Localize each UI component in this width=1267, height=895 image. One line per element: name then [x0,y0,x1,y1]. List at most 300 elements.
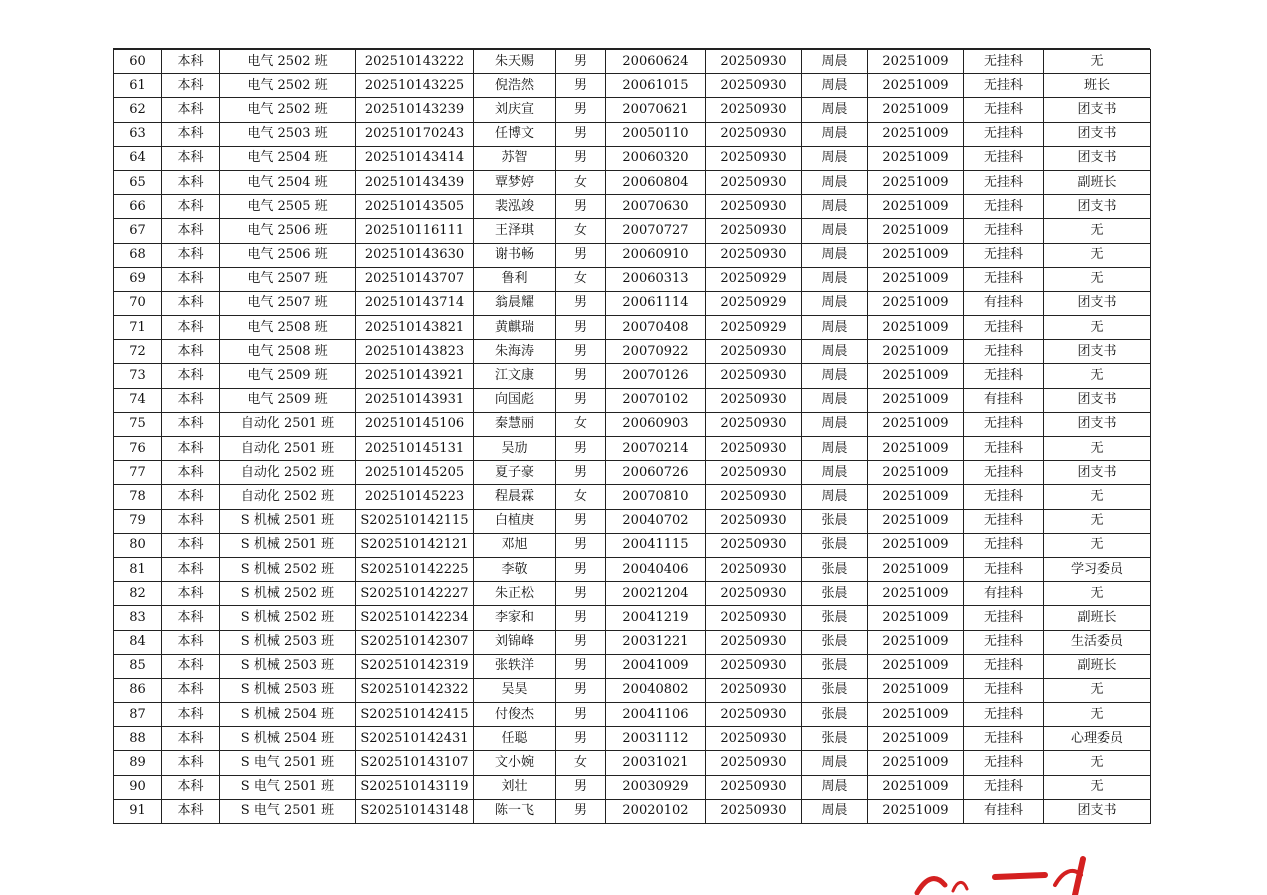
cell-student-id: 202510143707 [356,267,474,291]
cell-class: S 电气 2501 班 [220,775,356,799]
cell-failed-status: 无挂科 [964,630,1044,654]
cell-gender: 男 [556,340,606,364]
red-seal-stamp [905,855,1105,895]
cell-contact: 张晨 [802,533,868,557]
cell-student-id: 202510116111 [356,219,474,243]
cell-apply-date: 20250930 [706,775,802,799]
cell-gender: 男 [556,461,606,485]
table-row [114,751,1151,775]
cell-apply-date: 20250930 [706,485,802,509]
cell-student-id: 202510143505 [356,195,474,219]
cell-level: 本科 [162,703,220,727]
cell-name: 白植庚 [474,509,556,533]
cell-contact: 周晨 [802,267,868,291]
cell-failed-status: 无挂科 [964,219,1044,243]
cell-failed-status: 无挂科 [964,74,1044,98]
cell-name: 文小婉 [474,751,556,775]
cell-talk-date: 20251009 [868,703,964,727]
cell-index: 67 [114,219,162,243]
table-row [114,412,1151,436]
cell-position: 团支书 [1044,98,1151,122]
cell-class: 自动化 2501 班 [220,412,356,436]
cell-student-id: 202510145106 [356,412,474,436]
cell-talk-date: 20251009 [868,582,964,606]
cell-failed-status: 无挂科 [964,678,1044,702]
cell-level: 本科 [162,364,220,388]
cell-level: 本科 [162,50,220,74]
cell-position: 无 [1044,485,1151,509]
cell-class: S 机械 2501 班 [220,509,356,533]
cell-level: 本科 [162,485,220,509]
cell-failed-status: 有挂科 [964,799,1044,823]
cell-talk-date: 20251009 [868,630,964,654]
cell-level: 本科 [162,291,220,315]
cell-talk-date: 20251009 [868,267,964,291]
cell-position: 无 [1044,703,1151,727]
cell-class: S 机械 2501 班 [220,533,356,557]
cell-index: 81 [114,557,162,581]
cell-birth-date: 20061114 [606,291,706,315]
cell-student-id: 202510143222 [356,50,474,74]
table-row [114,122,1151,146]
cell-class: 电气 2507 班 [220,291,356,315]
cell-index: 71 [114,316,162,340]
cell-talk-date: 20251009 [868,775,964,799]
cell-birth-date: 20060804 [606,170,706,194]
cell-apply-date: 20250930 [706,654,802,678]
cell-gender: 男 [556,678,606,702]
cell-student-id: S202510142115 [356,509,474,533]
cell-class: S 机械 2503 班 [220,630,356,654]
cell-contact: 周晨 [802,50,868,74]
cell-contact: 周晨 [802,316,868,340]
cell-name: 黄麒瑞 [474,316,556,340]
cell-contact: 周晨 [802,412,868,436]
cell-position: 无 [1044,582,1151,606]
cell-failed-status: 无挂科 [964,557,1044,581]
cell-level: 本科 [162,170,220,194]
cell-contact: 周晨 [802,243,868,267]
cell-index: 75 [114,412,162,436]
cell-class: 自动化 2502 班 [220,485,356,509]
cell-name: 向国彪 [474,388,556,412]
cell-index: 64 [114,146,162,170]
cell-level: 本科 [162,606,220,630]
cell-failed-status: 无挂科 [964,509,1044,533]
cell-level: 本科 [162,654,220,678]
cell-name: 夏子豪 [474,461,556,485]
cell-talk-date: 20251009 [868,654,964,678]
cell-failed-status: 无挂科 [964,340,1044,364]
cell-failed-status: 无挂科 [964,533,1044,557]
cell-birth-date: 20031021 [606,751,706,775]
cell-level: 本科 [162,775,220,799]
table-row [114,461,1151,485]
cell-name: 刘壮 [474,775,556,799]
cell-contact: 张晨 [802,654,868,678]
cell-level: 本科 [162,533,220,557]
cell-index: 76 [114,437,162,461]
cell-failed-status: 无挂科 [964,727,1044,751]
cell-level: 本科 [162,509,220,533]
cell-birth-date: 20041219 [606,606,706,630]
cell-class: S 机械 2504 班 [220,727,356,751]
cell-apply-date: 20250930 [706,195,802,219]
cell-talk-date: 20251009 [868,751,964,775]
cell-level: 本科 [162,243,220,267]
table-row [114,654,1151,678]
cell-talk-date: 20251009 [868,557,964,581]
cell-class: 电气 2502 班 [220,50,356,74]
cell-talk-date: 20251009 [868,219,964,243]
cell-contact: 周晨 [802,388,868,412]
table-row [114,50,1151,74]
cell-position: 无 [1044,775,1151,799]
cell-contact: 周晨 [802,170,868,194]
cell-position: 团支书 [1044,412,1151,436]
cell-class: 电气 2505 班 [220,195,356,219]
cell-gender: 男 [556,291,606,315]
cell-position: 团支书 [1044,291,1151,315]
cell-class: S 机械 2502 班 [220,582,356,606]
cell-name: 刘锦峰 [474,630,556,654]
cell-birth-date: 20060624 [606,50,706,74]
cell-birth-date: 20070621 [606,98,706,122]
cell-contact: 张晨 [802,557,868,581]
cell-index: 62 [114,98,162,122]
cell-gender: 男 [556,557,606,581]
cell-position: 无 [1044,364,1151,388]
cell-level: 本科 [162,388,220,412]
table-row [114,195,1151,219]
cell-apply-date: 20250929 [706,316,802,340]
cell-position: 无 [1044,267,1151,291]
cell-class: 电气 2504 班 [220,170,356,194]
cell-failed-status: 无挂科 [964,606,1044,630]
table-row [114,291,1151,315]
cell-name: 刘庆宣 [474,98,556,122]
cell-talk-date: 20251009 [868,170,964,194]
cell-class: S 电气 2501 班 [220,751,356,775]
cell-position: 副班长 [1044,654,1151,678]
cell-gender: 女 [556,267,606,291]
cell-index: 87 [114,703,162,727]
cell-contact: 周晨 [802,340,868,364]
cell-talk-date: 20251009 [868,74,964,98]
cell-birth-date: 20060726 [606,461,706,485]
cell-index: 77 [114,461,162,485]
cell-level: 本科 [162,678,220,702]
cell-birth-date: 20041106 [606,703,706,727]
cell-student-id: 202510145223 [356,485,474,509]
table-row [114,146,1151,170]
cell-student-id: 202510143921 [356,364,474,388]
cell-index: 65 [114,170,162,194]
cell-gender: 男 [556,775,606,799]
cell-student-id: S202510142234 [356,606,474,630]
cell-birth-date: 20060320 [606,146,706,170]
cell-failed-status: 有挂科 [964,582,1044,606]
cell-birth-date: 20050110 [606,122,706,146]
cell-talk-date: 20251009 [868,412,964,436]
cell-gender: 男 [556,146,606,170]
cell-name: 鲁利 [474,267,556,291]
cell-level: 本科 [162,582,220,606]
cell-gender: 男 [556,630,606,654]
cell-birth-date: 20040406 [606,557,706,581]
cell-position: 班长 [1044,74,1151,98]
cell-gender: 男 [556,364,606,388]
cell-birth-date: 20070214 [606,437,706,461]
cell-class: 电气 2507 班 [220,267,356,291]
cell-position: 团支书 [1044,340,1151,364]
cell-class: S 机械 2503 班 [220,678,356,702]
cell-talk-date: 20251009 [868,98,964,122]
cell-level: 本科 [162,316,220,340]
cell-level: 本科 [162,267,220,291]
cell-birth-date: 20060313 [606,267,706,291]
cell-birth-date: 20070102 [606,388,706,412]
cell-contact: 周晨 [802,74,868,98]
table-row [114,388,1151,412]
cell-name: 陈一飞 [474,799,556,823]
cell-name: 付俊杰 [474,703,556,727]
cell-failed-status: 有挂科 [964,388,1044,412]
cell-talk-date: 20251009 [868,533,964,557]
cell-gender: 男 [556,799,606,823]
cell-name: 任聪 [474,727,556,751]
cell-class: S 机械 2502 班 [220,606,356,630]
cell-position: 无 [1044,50,1151,74]
cell-failed-status: 无挂科 [964,243,1044,267]
cell-contact: 张晨 [802,606,868,630]
cell-name: 朱天赐 [474,50,556,74]
cell-failed-status: 有挂科 [964,291,1044,315]
cell-gender: 男 [556,74,606,98]
cell-level: 本科 [162,98,220,122]
cell-class: 电气 2502 班 [220,74,356,98]
cell-apply-date: 20250930 [706,74,802,98]
cell-position: 团支书 [1044,195,1151,219]
cell-student-id: S202510143119 [356,775,474,799]
cell-apply-date: 20250930 [706,122,802,146]
cell-class: 电气 2509 班 [220,388,356,412]
cell-student-id: S202510142319 [356,654,474,678]
cell-talk-date: 20251009 [868,437,964,461]
cell-position: 无 [1044,437,1151,461]
table-row [114,727,1151,751]
cell-apply-date: 20250930 [706,703,802,727]
cell-contact: 周晨 [802,799,868,823]
table-row [114,630,1151,654]
cell-position: 团支书 [1044,146,1151,170]
cell-level: 本科 [162,74,220,98]
cell-index: 79 [114,509,162,533]
cell-level: 本科 [162,727,220,751]
cell-class: 电气 2502 班 [220,98,356,122]
cell-level: 本科 [162,461,220,485]
cell-student-id: S202510142415 [356,703,474,727]
cell-index: 84 [114,630,162,654]
table-row [114,606,1151,630]
cell-class: 电气 2504 班 [220,146,356,170]
cell-apply-date: 20250930 [706,751,802,775]
cell-level: 本科 [162,799,220,823]
cell-birth-date: 20031112 [606,727,706,751]
cell-apply-date: 20250929 [706,291,802,315]
cell-student-id: S202510142225 [356,557,474,581]
cell-birth-date: 20070630 [606,195,706,219]
cell-class: S 电气 2501 班 [220,799,356,823]
cell-talk-date: 20251009 [868,461,964,485]
cell-position: 学习委员 [1044,557,1151,581]
cell-position: 无 [1044,219,1151,243]
cell-gender: 男 [556,122,606,146]
cell-index: 61 [114,74,162,98]
cell-name: 程晨霖 [474,485,556,509]
cell-failed-status: 无挂科 [964,316,1044,340]
cell-level: 本科 [162,557,220,581]
cell-level: 本科 [162,340,220,364]
cell-student-id: S202510142227 [356,582,474,606]
cell-index: 82 [114,582,162,606]
cell-talk-date: 20251009 [868,316,964,340]
cell-apply-date: 20250930 [706,243,802,267]
cell-position: 无 [1044,509,1151,533]
cell-contact: 张晨 [802,727,868,751]
cell-position: 团支书 [1044,388,1151,412]
student-roster-table [113,49,1151,824]
cell-talk-date: 20251009 [868,606,964,630]
cell-talk-date: 20251009 [868,509,964,533]
cell-name: 吴劢 [474,437,556,461]
cell-student-id: S202510142431 [356,727,474,751]
cell-apply-date: 20250930 [706,678,802,702]
cell-student-id: S202510142322 [356,678,474,702]
cell-gender: 女 [556,219,606,243]
cell-name: 张轶洋 [474,654,556,678]
cell-contact: 张晨 [802,582,868,606]
cell-talk-date: 20251009 [868,485,964,509]
cell-contact: 张晨 [802,630,868,654]
cell-birth-date: 20030929 [606,775,706,799]
table-row [114,799,1151,823]
cell-student-id: 202510145205 [356,461,474,485]
cell-contact: 周晨 [802,146,868,170]
cell-index: 83 [114,606,162,630]
cell-index: 78 [114,485,162,509]
cell-failed-status: 无挂科 [964,461,1044,485]
cell-contact: 周晨 [802,122,868,146]
cell-talk-date: 20251009 [868,364,964,388]
cell-class: S 机械 2504 班 [220,703,356,727]
cell-birth-date: 20070922 [606,340,706,364]
table-row [114,267,1151,291]
cell-level: 本科 [162,195,220,219]
cell-student-id: 202510143821 [356,316,474,340]
cell-student-id: 202510145131 [356,437,474,461]
cell-gender: 男 [556,654,606,678]
cell-gender: 男 [556,509,606,533]
cell-position: 副班长 [1044,170,1151,194]
cell-apply-date: 20250930 [706,98,802,122]
cell-contact: 周晨 [802,437,868,461]
cell-name: 朱海涛 [474,340,556,364]
cell-level: 本科 [162,751,220,775]
cell-failed-status: 无挂科 [964,775,1044,799]
cell-class: 自动化 2501 班 [220,437,356,461]
cell-student-id: S202510143107 [356,751,474,775]
cell-position: 无 [1044,678,1151,702]
table-row [114,582,1151,606]
cell-contact: 周晨 [802,195,868,219]
cell-class: 电气 2506 班 [220,219,356,243]
cell-index: 72 [114,340,162,364]
cell-birth-date: 20070727 [606,219,706,243]
table-row [114,219,1151,243]
cell-talk-date: 20251009 [868,340,964,364]
table-row [114,533,1151,557]
cell-contact: 张晨 [802,703,868,727]
cell-gender: 男 [556,727,606,751]
cell-apply-date: 20250930 [706,412,802,436]
cell-index: 90 [114,775,162,799]
cell-apply-date: 20250930 [706,557,802,581]
cell-birth-date: 20040802 [606,678,706,702]
cell-contact: 周晨 [802,775,868,799]
cell-gender: 男 [556,582,606,606]
cell-student-id: 202510143439 [356,170,474,194]
cell-gender: 女 [556,170,606,194]
cell-name: 任博文 [474,122,556,146]
cell-student-id: 202510143823 [356,340,474,364]
cell-position: 生活委员 [1044,630,1151,654]
table-row [114,678,1151,702]
cell-gender: 女 [556,751,606,775]
cell-gender: 男 [556,606,606,630]
cell-class: 电气 2506 班 [220,243,356,267]
table-row [114,316,1151,340]
cell-apply-date: 20250930 [706,388,802,412]
cell-gender: 女 [556,485,606,509]
cell-apply-date: 20250930 [706,364,802,388]
cell-birth-date: 20060903 [606,412,706,436]
cell-failed-status: 无挂科 [964,703,1044,727]
cell-contact: 张晨 [802,509,868,533]
table-row [114,364,1151,388]
cell-class: S 机械 2502 班 [220,557,356,581]
cell-contact: 张晨 [802,678,868,702]
cell-position: 无 [1044,751,1151,775]
cell-student-id: 202510143239 [356,98,474,122]
cell-index: 66 [114,195,162,219]
table-row [114,340,1151,364]
cell-birth-date: 20061015 [606,74,706,98]
cell-student-id: 202510143225 [356,74,474,98]
cell-student-id: 202510143414 [356,146,474,170]
cell-talk-date: 20251009 [868,50,964,74]
cell-name: 李敬 [474,557,556,581]
cell-birth-date: 20021204 [606,582,706,606]
roster-body [114,50,1151,824]
cell-name: 吴昊 [474,678,556,702]
cell-apply-date: 20250930 [706,146,802,170]
cell-contact: 周晨 [802,364,868,388]
cell-birth-date: 20041115 [606,533,706,557]
cell-failed-status: 无挂科 [964,267,1044,291]
cell-apply-date: 20250930 [706,461,802,485]
cell-apply-date: 20250930 [706,606,802,630]
